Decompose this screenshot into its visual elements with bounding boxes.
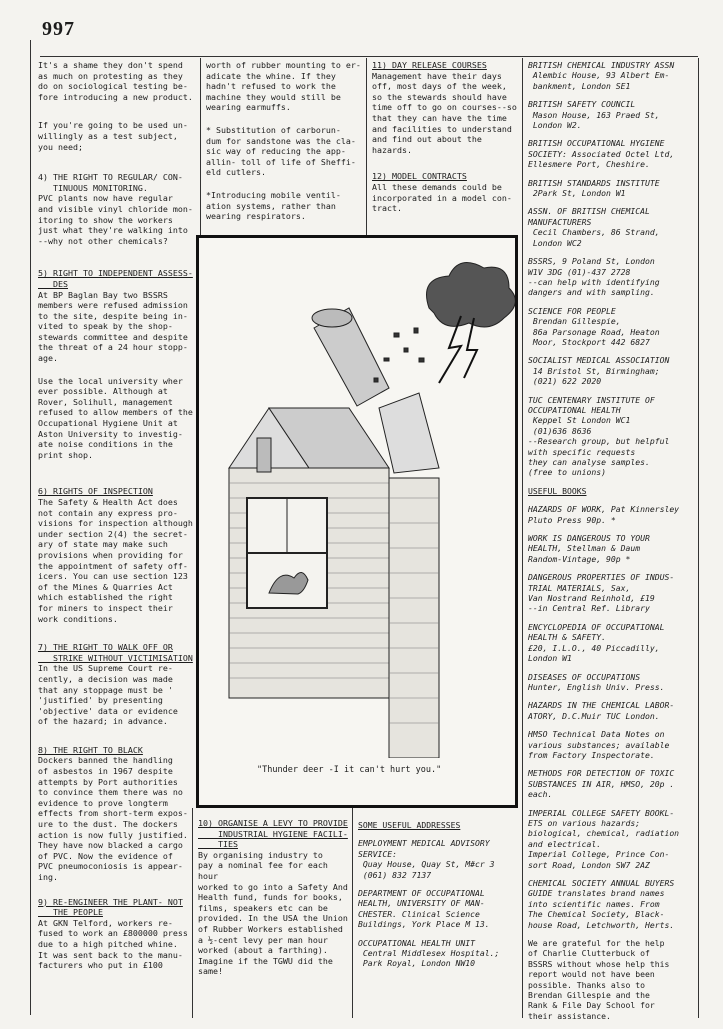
address-3: OCCUPATIONAL HEALTH UNIT Central Middlesex Hospital.; Park Royal, London NW10 [358, 937, 500, 969]
book-3: DANGEROUS PROPERTIES OF INDUS- TRIAL MATERIALS, Sax, Van Nostrand Reinhold, £19 --in Central Ref. Library [528, 572, 675, 614]
address-bohs: BRITISH OCCUPATIONAL HYGIENE SOCIETY: Associated Octel Ltd, Ellesmere Port, Cheshire. [528, 138, 675, 170]
book-8: METHODS FOR DETECTION OF TOXIC SUBSTANCES IN AIR, HMSO, 20p . each. [528, 768, 675, 800]
column-rule [200, 58, 201, 238]
section-9-body: At GKN Telford, workers re- fused to work an £800000 press due to a high pitched whine. It was sent back to the manu- facturers who put in £100 [38, 917, 188, 971]
header-rule [40, 56, 698, 57]
book-6: HAZARDS IN THE CHEMICAL LABOR- ATORY, D.C.Muir TUC London. [528, 700, 675, 721]
column-4 [528, 60, 698, 1029]
intro-text-2: If you're going to be used un- willingly as a test subject, you need; [38, 120, 188, 152]
section-7-body: In the US Supreme Court re- cently, a decision was made that any stoppage must be ' 'justified' by presenting 'objective' data or evidence of the hazard; in advance. [38, 663, 178, 727]
section-12-heading: 12) MODEL CONTRACTS [372, 171, 467, 182]
cartoon-drawing [199, 238, 515, 758]
address-bssrs: BSSRS, 9 Poland St, London W1V 3DG (01)-437 2728 --can help with identifying dangers and with sampling. [528, 256, 660, 298]
address-sfp: SCIENCE FOR PEOPLE Brendan Gillespie, 86a Parsonage Road, Heaton Moor, Stockport 442 6827 [528, 305, 660, 347]
column-2 [206, 60, 366, 231]
useful-addresses [358, 820, 520, 977]
column-rule [30, 40, 31, 1015]
section-11-heading: 11) DAY RELEASE COURSES [372, 60, 487, 70]
column-rule [522, 58, 523, 1018]
column-rule [352, 808, 353, 1018]
book-4: ENCYCLOPEDIA OF OCCUPATIONAL HEALTH & SAFETY. £20, I.L.O., 40 Piccadilly, London W1 [528, 621, 665, 664]
book-9: IMPERIAL COLLEGE SAFETY BOOKL- ETS on various hazards; biological, chemical, radiation and electrical. Imperial College, Prince Con- sort Road, London SW7 2AZ [528, 807, 680, 870]
column-3 [372, 60, 522, 223]
books-heading: USEFUL BOOKS [528, 485, 587, 496]
section-12-body: All these demands could be incorporated in a model con- tract. [372, 181, 512, 214]
address-sma: SOCIALIST MEDICAL ASSOCIATION 14 Bristol St, Birmingham; (021) 622 2020 [528, 355, 670, 387]
book-10: CHEMICAL SOCIETY ANNUAL BUYERS GUIDE translates brand names into scientific names. From The Chemical Society, Black- house Road, Letchworth, Herts. [528, 878, 675, 930]
cartoon-illustration [196, 235, 518, 808]
book-7: HMSO Technical Data Notes on various substances; available from Factory Inspectorate. [528, 729, 670, 760]
section-10 [198, 818, 350, 986]
section-10-body: By organising industry to pay a nominal fee for each hour worked to go into a Safety And Health fund, funds for books, films, speakers etc can be provided. In the USA the Union of Rubber Workers established a ½-cent levy per man hour worked (about a farthing). Imagine if the TGWU did the same! [198, 849, 348, 977]
address-bcia: BRITISH CHEMICAL INDUSTRY ASSN Alembic House, 93 Albert Em- bankment, London SE1 [528, 60, 675, 91]
address-abcm: ASSN. OF BRITISH CHEMICAL MANUFACTURERS Cecil Chambers, 86 Strand, London WC2 [528, 206, 660, 248]
section-10-heading: 10) ORGANISE A LEVY TO PROVIDE INDUSTRIAL HYGIENE FACILI- TIES [198, 818, 348, 850]
section-6-heading: 6) RIGHTS OF INSPECTION [38, 486, 153, 497]
book-1: HAZARDS OF WORK, Pat Kinnersley Pluto Press 90p. * [528, 504, 680, 525]
address-bsc: BRITISH SAFETY COUNCIL Mason House, 163 Praed St, London W2. [528, 99, 660, 131]
address-bsi: BRITISH STANDARDS INSTITUTE 2Park St, London W1 [528, 177, 660, 199]
section-8-body: Dockers banned the handling of asbestos in 1967 despite attempts by Port authorities to convince them there was no evidence to prove longterm effects from short-term expos- ure to the dust. The dockers action is now fully justified. They have now blacked a cargo of PVC. Now the evidence of PVC pneumoconiosis is appear- ing. [38, 755, 188, 882]
address-1: EMPLOYMENT MEDICAL ADVISORY SERVICE: Quay House, Quay St, M#cr 3 (061) 832 7137 [358, 838, 495, 880]
page-number: 997 [42, 18, 75, 40]
cartoon-caption: "Thunder deer -I it can't hurt you." [257, 765, 442, 775]
section-4-body: PVC plants now have regular and visible vinyl chloride mon- itoring to show the workers just what they're walking into --why not other chemicals? [38, 193, 193, 246]
book-5: DISEASES OF OCCUPATIONS Hunter, English Univ. Press. [528, 671, 665, 692]
intro-text: It's a shame they don't spend as much on protesting as they do on sociological testing be- fore introducing a new product. [38, 60, 193, 102]
section-11-body: Management have their days off, most days of the week, so the stewards should have time off to go on courses--so that they can have the time and facilities to understand and find out about the hazards. [372, 70, 517, 155]
column-2-para-3: *Introducing mobile ventil- ation systems, rather than wearing respirators. [206, 189, 341, 222]
column-rule [698, 58, 699, 1018]
section-4-heading: 4) THE RIGHT TO REGULAR/ CON- TINUOUS MONITORING. [38, 172, 183, 193]
section-7-heading: 7) THE RIGHT TO WALK OFF OR STRIKE WITHOUT VICTIMISATION [38, 642, 193, 663]
column-2-para-2: * Substitution of carborun- dum for sandstone was the cla- sic way of reducing the app- allin- toll of life of Sheffi- eld cutlers. [206, 124, 356, 178]
section-6-body: The Safety & Health Act does not contain any express pro- visions for inspection although under section 2(4) the secret- ary of state may make such provisions when providing for the appointment of safety off- icers. You can use section 123 of the Mines & Quarries Act which established the right for miners to inspect their work conditions. [38, 497, 193, 624]
thanks-note: We are grateful for the help of Charlie Clutterbuck of BSSRS without whose help this report would not have been possible. Thanks also to Brendan Gillespie and the Rank & File Day School for their assistance. [528, 938, 670, 1021]
section-9-heading: 9) RE-ENGINEER THE PLANT- NOT THE PEOPLE [38, 896, 183, 918]
column-1 [38, 60, 198, 980]
addresses-heading: SOME USEFUL ADDRESSES [358, 820, 461, 830]
column-rule [366, 58, 367, 238]
column-2-para-1: worth of rubber mounting to er- adicate the whine. If they hadn't refused to work the machine they would still be wearing earmuffs. [206, 60, 361, 113]
book-2: WORK IS DANGEROUS TO YOUR HEALTH, Stellman & Daum Random-Vintage, 90p * [528, 533, 650, 564]
section-5-body-2: Use the local university wher ever possible. Although at Rover, Solihull, management refused to allow members of the Occupational Hygiene Unit at Aston University to investig- ate noise conditions in the print shop. [38, 375, 193, 460]
address-tuc: TUC CENTENARY INSTITUTE OF OCCUPATIONAL HEALTH Keppel St London WC1 (01)636 8636 --Research group, but helpful with specific requests they can analyse samples. (free to unions) [528, 394, 670, 478]
section-5-heading: 5) RIGHT TO INDEPENDENT ASSESS- DES [38, 268, 193, 289]
section-5-body: At BP Baglan Bay two BSSRS members were refused admission to the site, despite being in- vited to speak by the shop- stewards committee and despite the threat of a 24 hour stopp- age. [38, 289, 188, 364]
address-2: DEPARTMENT OF OCCUPATIONAL HEALTH, UNIVERSITY OF MAN- CHESTER. Clinical Science Buildings, York Place M 13. [358, 888, 490, 930]
section-8-heading: 8) THE RIGHT TO BLACK [38, 744, 143, 755]
